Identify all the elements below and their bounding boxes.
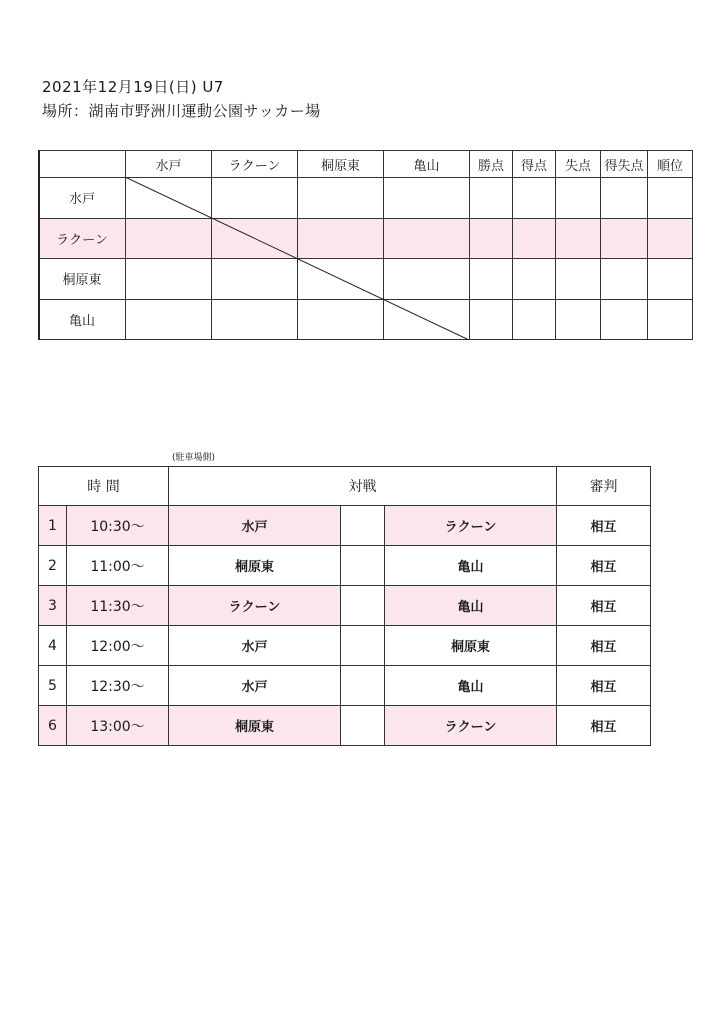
- stat-cell: [470, 299, 513, 340]
- result-cell: [212, 299, 298, 340]
- result-cell: [212, 218, 298, 259]
- col-goals-for: 得点: [513, 151, 556, 178]
- referee-cell: 相互: [557, 666, 651, 706]
- result-cell: [126, 259, 212, 300]
- stat-cell: [513, 259, 556, 300]
- col-goal-diff: 得失点: [601, 151, 648, 178]
- match-number: 3: [39, 586, 67, 626]
- match-time: 12:30～: [67, 666, 169, 706]
- stat-cell: [513, 299, 556, 340]
- home-team: 水戸: [169, 666, 341, 706]
- away-team: 亀山: [385, 666, 557, 706]
- schedule-row: [39, 586, 651, 626]
- league-header-row: [39, 151, 693, 178]
- stat-cell: [601, 218, 648, 259]
- match-number: 1: [39, 506, 67, 546]
- result-cell: [126, 299, 212, 340]
- match-time: 12:00～: [67, 626, 169, 666]
- home-team: 水戸: [169, 506, 341, 546]
- result-cell: [384, 178, 470, 219]
- col-points: 勝点: [470, 151, 513, 178]
- versus-cell: [341, 706, 385, 746]
- versus-cell: [341, 546, 385, 586]
- stat-cell: [470, 218, 513, 259]
- stat-cell: [470, 259, 513, 300]
- stat-cell: [470, 178, 513, 219]
- match-time: 13:00～: [67, 706, 169, 746]
- referee-cell: 相互: [557, 706, 651, 746]
- result-cell: [384, 259, 470, 300]
- stat-cell: [601, 299, 648, 340]
- match-number: 5: [39, 666, 67, 706]
- col-team: 桐原東: [298, 151, 384, 178]
- schedule-table: [38, 466, 651, 746]
- match-time: 11:00～: [67, 546, 169, 586]
- venue-heading: 場所：湖南市野洲川運動公園サッカー場: [42, 102, 321, 120]
- schedule-row: [39, 506, 651, 546]
- match-number: 6: [39, 706, 67, 746]
- schedule-container: [38, 466, 650, 746]
- result-cell: [126, 178, 212, 219]
- col-team: 水戸: [126, 151, 212, 178]
- col-team: 亀山: [384, 151, 470, 178]
- schedule-row: [39, 666, 651, 706]
- stat-cell: [556, 259, 601, 300]
- stat-cell: [601, 178, 648, 219]
- result-cell: [384, 218, 470, 259]
- col-rank: 順位: [648, 151, 693, 178]
- left-border: [38, 150, 40, 340]
- match-time: 11:30～: [67, 586, 169, 626]
- home-team: 桐原東: [169, 706, 341, 746]
- versus-cell: [341, 626, 385, 666]
- result-cell: [298, 218, 384, 259]
- result-cell: [126, 218, 212, 259]
- stat-cell: [556, 178, 601, 219]
- col-team: ラクーン: [212, 151, 298, 178]
- schedule-header-row: [39, 467, 651, 506]
- versus-cell: [341, 506, 385, 546]
- stat-cell: [556, 218, 601, 259]
- away-team: 桐原東: [385, 626, 557, 666]
- result-cell: [212, 178, 298, 219]
- date-heading: 2021年12月19日(日) U7: [42, 78, 224, 96]
- match-number: 4: [39, 626, 67, 666]
- schedule-row: [39, 706, 651, 746]
- league-table-container: [38, 150, 692, 340]
- result-cell: [298, 178, 384, 219]
- match-header: 対戦: [169, 467, 557, 506]
- match-time: 10:30～: [67, 506, 169, 546]
- time-header: 時 間: [39, 467, 169, 506]
- league-corner-cell: [39, 151, 126, 178]
- row-team: 亀山: [39, 299, 126, 340]
- away-team: 亀山: [385, 546, 557, 586]
- result-cell: [298, 299, 384, 340]
- referee-cell: 相互: [557, 546, 651, 586]
- stat-cell: [601, 259, 648, 300]
- row-team: 水戸: [39, 178, 126, 219]
- league-row: [39, 218, 693, 259]
- referee-cell: 相互: [557, 506, 651, 546]
- league-row: [39, 299, 693, 340]
- away-team: ラクーン: [385, 506, 557, 546]
- stat-cell: [648, 218, 693, 259]
- row-team: 桐原東: [39, 259, 126, 300]
- home-team: ラクーン: [169, 586, 341, 626]
- away-team: ラクーン: [385, 706, 557, 746]
- stat-cell: [556, 299, 601, 340]
- referee-cell: 相互: [557, 626, 651, 666]
- league-row: [39, 178, 693, 219]
- versus-cell: [341, 666, 385, 706]
- referee-header: 審判: [557, 467, 651, 506]
- home-team: 桐原東: [169, 546, 341, 586]
- stat-cell: [648, 259, 693, 300]
- league-table: [38, 150, 693, 340]
- referee-cell: 相互: [557, 586, 651, 626]
- col-goals-against: 失点: [556, 151, 601, 178]
- stat-cell: [513, 178, 556, 219]
- match-number: 2: [39, 546, 67, 586]
- away-team: 亀山: [385, 586, 557, 626]
- parking-side-note: (駐車場側): [172, 453, 216, 463]
- league-row: [39, 259, 693, 300]
- home-team: 水戸: [169, 626, 341, 666]
- schedule-row: [39, 626, 651, 666]
- stat-cell: [648, 178, 693, 219]
- stat-cell: [513, 218, 556, 259]
- result-cell: [212, 259, 298, 300]
- versus-cell: [341, 586, 385, 626]
- row-team: ラクーン: [39, 218, 126, 259]
- schedule-row: [39, 546, 651, 586]
- result-cell: [384, 299, 470, 340]
- result-cell: [298, 259, 384, 300]
- stat-cell: [648, 299, 693, 340]
